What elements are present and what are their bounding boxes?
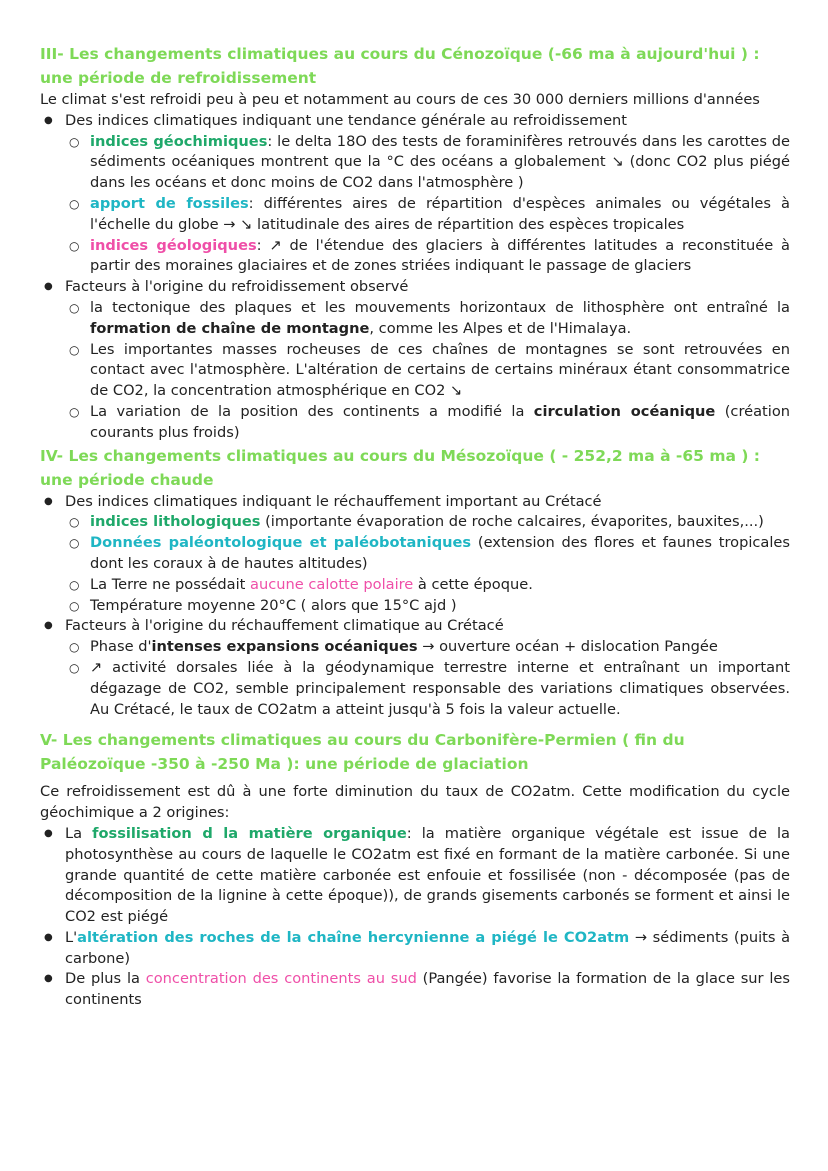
bullet-text: La Terre ne possédait (90, 575, 251, 593)
bullet-text: De plus la (65, 970, 146, 988)
sub-list (65, 512, 790, 616)
section-3-list (40, 111, 790, 444)
bullet-text: Phase d' (90, 638, 152, 656)
list-item (40, 492, 790, 617)
list-item (40, 111, 790, 277)
bullet-text: Facteurs à l'origine du réchauffement climatique au Crétacé (65, 617, 504, 635)
highlight-term: concentration des continents au sud (145, 970, 417, 988)
bullet-text: Les importantes masses rocheuses de ces chaînes de montagnes se sont retrouvées en contact avec l'atmosphère. L'altération de certains de certains minéraux étant consommatrice de CO2, la concentration atmosphérique en CO2 ↘ (90, 340, 790, 400)
highlight-term: aucune calotte polaire (250, 575, 414, 593)
list-item (65, 596, 790, 617)
bullet-text: Des indices climatiques indiquant le réchauffement important au Crétacé (65, 492, 602, 510)
bullet-text: : la matière organique végétale est issue de la photosynthèse au cours de laquelle le CO2atm est fixé en formant de la matière carbonée. Si une grande quantité de cette matière carbonée est enfouie et fossilisée (non - décomposée (pas de décomposition de la lignine à cette époque)), de grands gisements carbonés se forment et ainsi le CO2 est piégé (65, 824, 790, 926)
bullet-text: , comme les Alpes et de l'Himalaya. (369, 319, 632, 337)
bullet-text: : différentes aires de répartition d'espèces animales ou végétales à l'échelle du globe → ↘ latitudinale des aires de répartition des espèces tropicales (90, 194, 790, 233)
section-3-intro: Le climat s'est refroidi peu à peu et notamment au cours de ces 30 000 derniers millions d'années (40, 91, 760, 108)
list-item (65, 236, 790, 278)
bullet-text: (importante évaporation de roche calcaires, évaporites, bauxites,...) (260, 513, 764, 531)
bullet-text: (création courants plus froids) (90, 402, 790, 441)
bullet-text: → ouverture océan + dislocation Pangée (417, 638, 718, 656)
section-4-list (40, 492, 790, 721)
list-item (65, 132, 790, 194)
section-5-title: V- Les changements climatiques au cours du Carbonifère-Permien ( fin du Paléozoïque -350 à -250 Ma ): une période de glaciation (40, 731, 685, 774)
highlight-term: fossilisation d la matière organique (92, 824, 407, 842)
bold-term: intenses expansions océaniques (151, 638, 418, 656)
list-item (65, 402, 790, 444)
bullet-text: L' (65, 928, 78, 946)
section-3-title: III- Les changements climatiques au cours du Cénozoïque (-66 ma à aujourd'hui ) : une période de refroidissement (40, 45, 760, 87)
list-item (40, 616, 790, 720)
highlight-term: Données paléontologique et paléobotaniques (90, 534, 472, 552)
highlight-term: indices géologiques (90, 236, 257, 254)
sub-list (65, 637, 790, 720)
bold-term: circulation océanique (533, 402, 716, 420)
bold-term: formation de chaîne de montagne (90, 319, 370, 337)
list-item (65, 194, 790, 236)
list-item (65, 340, 790, 402)
highlight-term: altération des roches de la chaîne hercynienne a piégé le CO2atm (77, 928, 630, 946)
section-5-list (40, 824, 790, 1011)
highlight-term: indices géochimiques (90, 132, 268, 150)
list-item (40, 824, 790, 928)
bullet-text: : le delta 18O des tests de foraminifères retrouvés dans les carottes de sédiments océaniques montrent que la °C des océans a globalement ↘ (donc CO2 plus piégé dans les océans et donc moins de CO2 dans l'atmosphère ) (90, 132, 790, 192)
spacer (40, 720, 790, 728)
document-page (40, 42, 790, 1011)
section-4-title: IV- Les changements climatiques au cours du Mésozoïque ( - 252,2 ma à -65 ma ) : une période chaude (40, 446, 761, 489)
highlight-term: apport de fossiles (90, 194, 249, 212)
bullet-text: : ↗ de l'étendue des glaciers à différentes latitudes a reconstituée à partir des moraines glaciaires et de zones striées indiquant le passage de glaciers (90, 236, 790, 275)
bullet-text: (extension des flores et faunes tropicales dont les coraux à de hautes altitudes) (90, 534, 790, 572)
bullet-text: ↗ activité dorsales liée à la géodynamique terrestre interne et entraînant un important dégazage de CO2, semble principalement responsable des variations climatiques observées. Au Crétacé, le taux de CO2atm a atteint jusqu'à 5 fois la valeur actuelle. (90, 658, 790, 718)
bullet-text: La (65, 824, 93, 842)
list-item (65, 298, 790, 340)
sub-list (65, 298, 790, 444)
highlight-term: indices lithologiques (90, 513, 261, 531)
bullet-text: Température moyenne 20°C ( alors que 15°C ajd ) (90, 596, 457, 614)
bullet-text: (Pangée) favorise la formation de la glace sur les continents (65, 970, 790, 1009)
section-5-intro: Ce refroidissement est dû à une forte diminution du taux de CO2atm. Cette modification du cycle géochimique a 2 origines: (40, 783, 790, 822)
list-item (65, 512, 790, 533)
sub-list (65, 132, 790, 278)
bullet-text: La variation de la position des continents a modifié la (90, 402, 534, 420)
bullet-text: Des indices climatiques indiquant une tendance générale au refroidissement (65, 111, 628, 129)
list-item (40, 928, 790, 970)
list-item (65, 637, 790, 658)
list-item (40, 969, 790, 1011)
bullet-text: Facteurs à l'origine du refroidissement observé (65, 278, 409, 296)
bullet-text: à cette époque. (413, 575, 533, 593)
list-item (65, 575, 790, 596)
list-item (65, 658, 790, 720)
list-item (40, 277, 790, 443)
list-item (65, 533, 790, 575)
bullet-text: la tectonique des plaques et les mouvements horizontaux de lithosphère ont entraîné la (90, 298, 790, 316)
bullet-text: → sédiments (puits à carbone) (65, 928, 791, 967)
